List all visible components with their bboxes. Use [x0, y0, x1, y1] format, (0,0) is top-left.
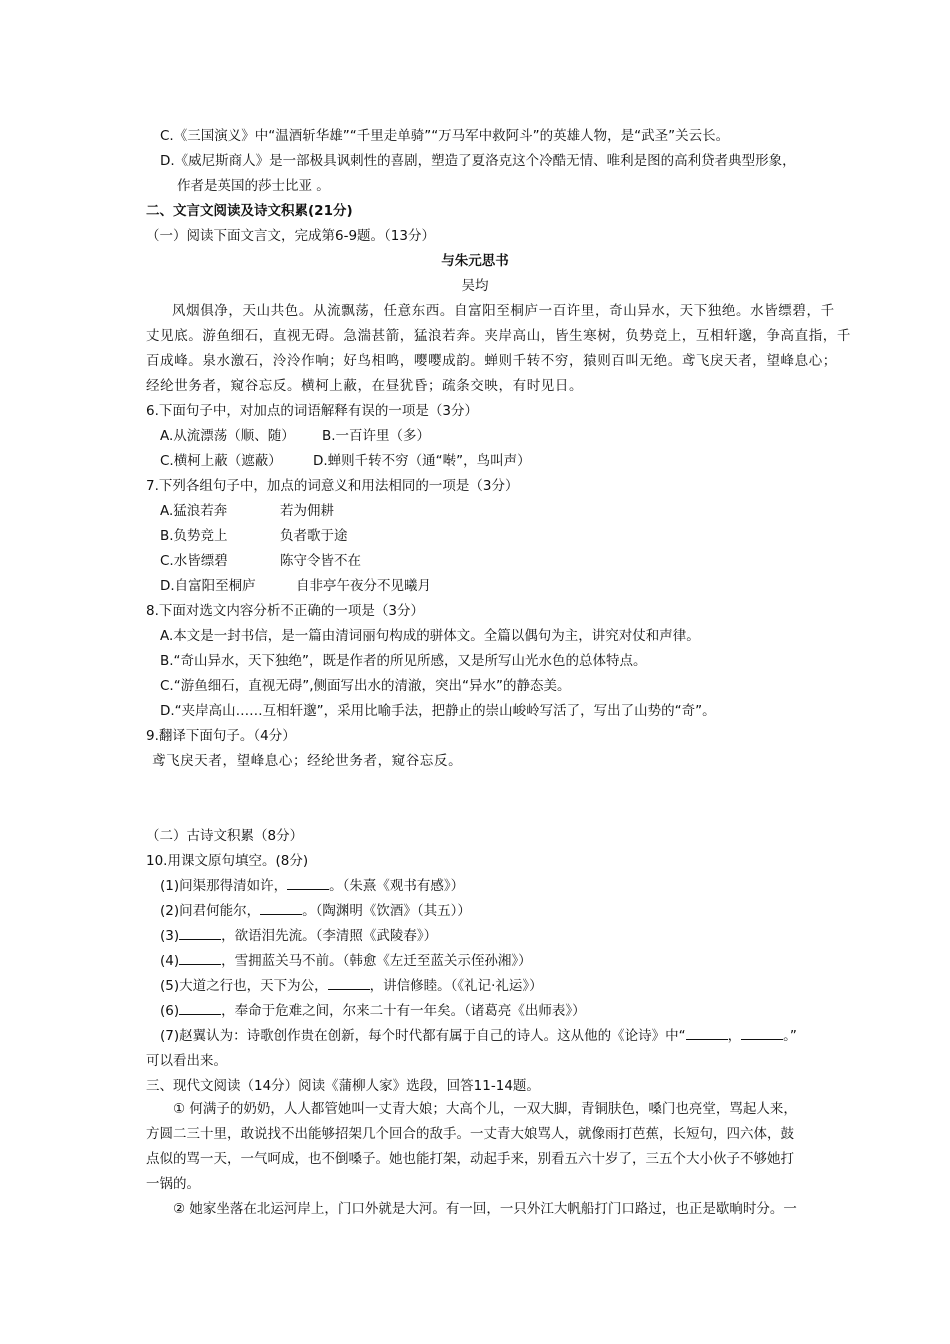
q6-option-c: C.横柯上蔽（遮蔽）: [160, 453, 282, 469]
passage-line-3: 百成峰。泉水激石，泠泠作响；好鸟相鸣，嘤嘤成韵。蝉则千转不穷，猿则百叫无绝。鸢飞戾天者，望峰息心；: [146, 353, 837, 369]
q8-option-a: A.本文是一封书信，是一篇由清词丽句构成的骈体文。全篇以偶句为主，讲究对仗和声律。: [160, 628, 700, 644]
reading-paragraph-1: [146, 1097, 806, 1197]
q8-option-b: B.“奇山异水，天下独绝”，既是作者的所见所感，又是所写山光水色的总体特点。: [160, 653, 647, 669]
fill-blank[interactable]: [179, 926, 221, 940]
q7-d-left: D.自富阳至桐庐: [160, 578, 256, 594]
q7-a-left: A.猛浪若奔: [160, 503, 228, 519]
q7-b-right: 负者歌于途: [280, 528, 348, 544]
q10-item-1: (1)问渠那得清如许， 。（朱熹《观书有感》）: [160, 878, 465, 894]
q7-c-right: 陈守令皆不在: [280, 553, 361, 569]
q8-option-d: D.“夹岸高山……互相轩邈”，采用比喻手法，把静止的崇山峻岭写活了，写出了山势的“奇”。: [160, 703, 716, 719]
q8-stem: 8.下面对选文内容分析不正确的一项是（3分）: [146, 603, 424, 619]
q10-item-6: (6) ，奉命于危难之间，尔来二十有一年矣。（诸葛亮《出师表》）: [160, 1003, 586, 1019]
passage-line-4: 经纶世务者，窥谷忘反。横柯上蔽，在昼犹昏；疏条交映，有时见日。: [146, 378, 584, 394]
reading-paragraph-2: [146, 1197, 806, 1222]
fill-blank[interactable]: [179, 951, 221, 965]
q9-stem: 9.翻译下面句子。（4分）: [146, 728, 296, 744]
q7-c-left: C.水皆缥碧: [160, 553, 228, 569]
subsection2-heading: （二）古诗文积累（8分）: [146, 828, 304, 844]
q7-stem: 7.下列各组句子中，加点的词意义和用法相同的一项是（3分）: [146, 478, 519, 494]
q6-option-a: A.从流漂荡（顺、随）: [160, 428, 295, 444]
passage-line-2: 丈见底。游鱼细石，直视无碍。急湍甚箭，猛浪若奔。夹岸高山，皆生寒树，负势竞上，互相轩邈，争高直指，千: [146, 328, 851, 344]
q10-item-7-line1: (7)赵翼认为：诗歌创作贵在创新，每个时代都有属于自己的诗人。这从他的《论诗》中“ ， 。”: [160, 1028, 797, 1044]
section3-heading: 三、现代文阅读（14分）阅读《蒲柳人家》选段，回答11-14题。: [146, 1078, 540, 1094]
subsection1-heading: （一）阅读下面文言文，完成第6-9题。（13分）: [146, 228, 435, 244]
section2-heading: 二、文言文阅读及诗文积累(21分): [146, 203, 353, 219]
fill-blank[interactable]: [741, 1026, 783, 1040]
q7-a-right: 若为佣耕: [280, 503, 334, 519]
fill-blank[interactable]: [287, 876, 329, 890]
q6-option-d: D.蝉则千转不穷（通“啭”，鸟叫声）: [313, 453, 531, 469]
q10-item-5: (5)大道之行也，天下为公， ，讲信修睦。（《礼记·礼运》）: [160, 978, 543, 994]
q9-sentence: 鸢飞戾天者，望峰息心；经纶世务者，窥谷忘反。: [152, 753, 463, 769]
q10-item-7-line2: 可以看出来。: [146, 1053, 227, 1069]
q10-item-3: (3) ，欲语泪先流。（李清照《武陵春》）: [160, 928, 438, 944]
q6-option-b: B.一百许里（多）: [322, 428, 431, 444]
q10-item-4: (4) ，雪拥蓝关马不前。（韩愈《左迁至蓝关示侄孙湘》）: [160, 953, 532, 969]
q7-b-left: B.负势竞上: [160, 528, 228, 544]
paragraph-1-text: ① 何满子的奶奶，人人都管她叫一丈青大娘；大高个儿，一双大脚，青铜肤色，嗓门也亮堂，骂起人来，方圆二三十里，敢说找不出能够招架几个回合的敌手。一丈青大娘骂人，就像雨打芭蕉，长短句，四六体，鼓点似的骂一天，一气呵成，也不倒嗓子。她也能打架，动起手来，别看五六十岁了，三五个大小伙子不够她打一锅的。: [146, 1101, 797, 1192]
fill-blank[interactable]: [179, 1001, 221, 1015]
q8-option-c: C.“游鱼细石，直视无碍”,侧面写出水的清澈，突出“异水”的静态美。: [160, 678, 571, 694]
fill-blank[interactable]: [328, 976, 370, 990]
q10-item-2: (2)问君何能尔， 。（陶渊明《饮酒》（其五））: [160, 903, 471, 919]
option-d-line2: 作者是英国的莎士比亚 。: [177, 178, 330, 194]
option-c: C.《三国演义》中“温酒斩华雄”“千里走单骑”“万马军中救阿斗”的英雄人物，是“武圣”关云长。: [160, 128, 730, 144]
fill-blank[interactable]: [686, 1026, 728, 1040]
option-d-line1: D.《威尼斯商人》是一部极具讽刺性的喜剧，塑造了夏洛克这个冷酷无情、唯利是图的高利贷者典型形象，: [160, 153, 796, 169]
q6-stem: 6.下面句子中，对加点的词语解释有误的一项是（3分）: [146, 403, 478, 419]
paragraph-2-text: ② 她家坐落在北运河岸上，门口外就是大河。有一回，一只外江大帆船打门口路过，也正是歇晌时分。一: [173, 1201, 797, 1217]
passage-author: 吴均: [461, 278, 489, 294]
passage-title: 与朱元思书: [441, 253, 509, 269]
q10-stem: 10.用课文原句填空。(8分): [146, 853, 309, 869]
passage-line-1: 风烟俱净，天山共色。从流飘荡，任意东西。自富阳至桐庐一百许里，奇山异水，天下独绝。水皆缥碧，千: [172, 303, 835, 319]
fill-blank[interactable]: [260, 901, 302, 915]
q7-d-right: 自非亭午夜分不见曦月: [296, 578, 431, 594]
